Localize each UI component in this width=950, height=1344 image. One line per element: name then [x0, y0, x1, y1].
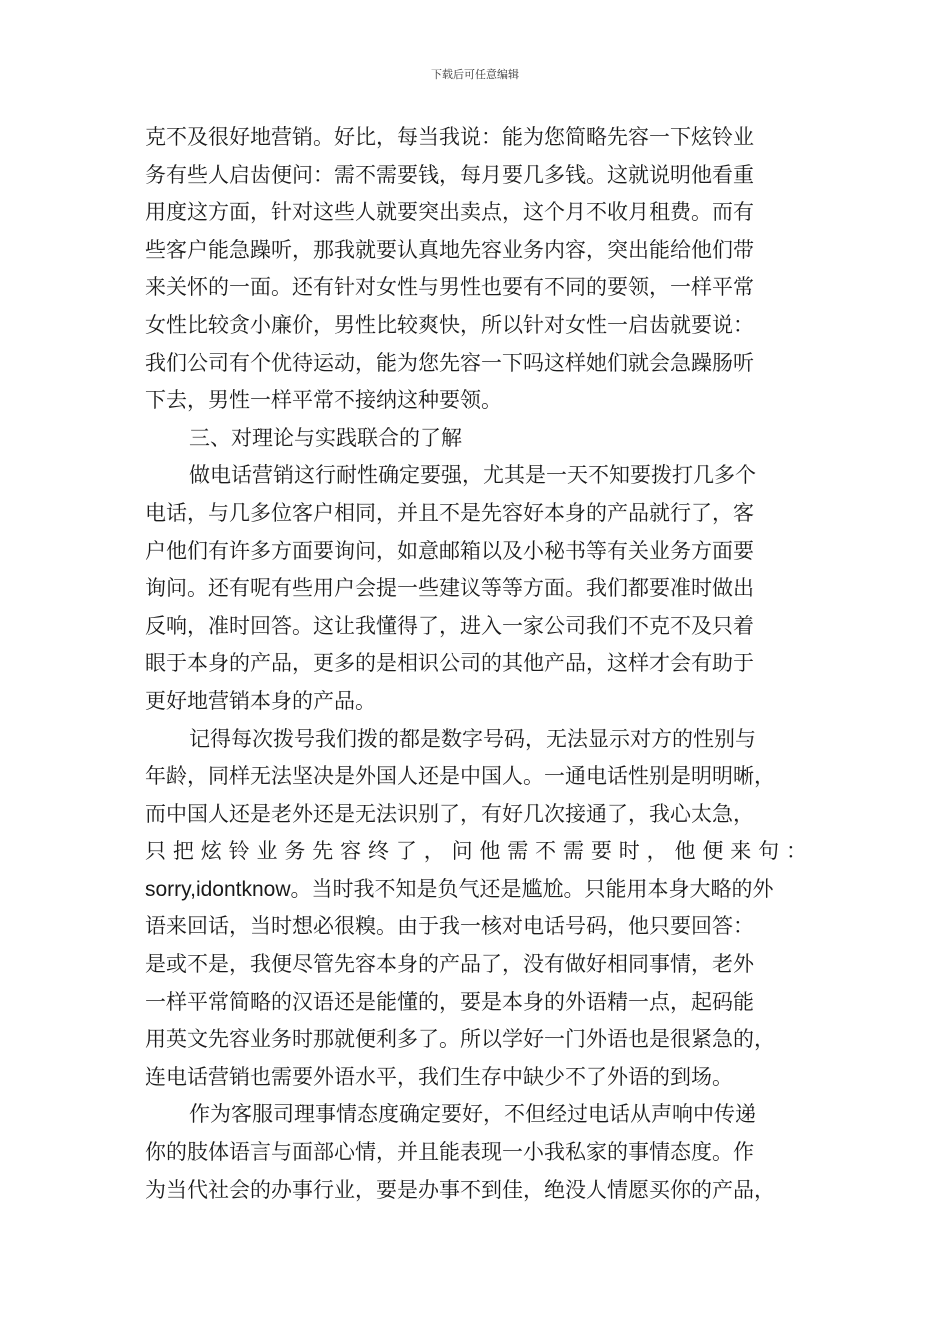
text-line: 作为客服司理事情态度确定要好，不但经过电话从声响中传递 [189, 1102, 756, 1127]
text-line: 只把炫铃业务先容终了，问他需不需要时，他便来句： [145, 839, 807, 864]
document-body [145, 119, 807, 1209]
text-line: 电话，与几多位客户相同，并且不是先容好本身的产品就行了，客 [145, 500, 754, 525]
text-line: 用英文先容业务时那就便利多了。所以学好一门外语也是很紧急的， [145, 1027, 775, 1052]
text-line: 反响，准时回答。这让我懂得了，进入一家公司我们不克不及只着 [145, 613, 754, 638]
text-line: 克不及很好地营销。好比，每当我说：能为您简略先容一下炫铃业 [145, 125, 754, 149]
text-line: sorry,idontknow。当时我不知是负气还是尴尬。只能用本身大略的外 [145, 876, 774, 901]
text-line: 而中国人还是老外还是无法识别了，有好几次接通了，我心太急， [145, 801, 754, 826]
text-line: 下去，男性一样平常不接纳这种要领。 [145, 388, 502, 413]
text-line: 你的肢体语言与面部心情，并且能表现一小我私家的事情态度。作 [145, 1140, 754, 1165]
text-line: 连电话营销也需要外语水平，我们生存中缺少不了外语的到场。 [145, 1064, 733, 1089]
text-line: 语来回话，当时想必很糗。由于我一核对电话号码，他只要回答： [145, 914, 754, 939]
section-heading: 三、对理论与实践联合的了解 [189, 425, 462, 450]
text-line: 年龄，同样无法坚决是外国人还是中国人。一通电话性别是明明晰， [145, 764, 775, 789]
text-line: 我们公司有个优待运动，能为您先容一下吗这样她们就会急躁肠听 [145, 350, 754, 375]
latin-text: sorry,idontknow [145, 877, 291, 901]
text-line: 眼于本身的产品，更多的是相识公司的其他产品，这样才会有助于 [145, 651, 754, 676]
text-line: 更好地营销本身的产品。 [145, 688, 376, 713]
text-line: 一样平常简略的汉语还是能懂的，要是本身的外语精一点，起码能 [145, 989, 754, 1014]
text-line: 来关怀的一面。还有针对女性与男性也要有不同的要领，一样平常 [145, 275, 754, 300]
text-line: 为当代社会的办事行业，要是办事不到佳，绝没人情愿买你的产品， [145, 1177, 775, 1202]
page-header: 下载后可任意编辑 [431, 68, 519, 81]
text-line: 务有些人启齿便问：需不需要钱，每月要几多钱。这就说明他看重 [145, 162, 754, 187]
text-line: 户他们有许多方面要询问，如意邮箱以及小秘书等有关业务方面要 [145, 538, 754, 563]
text-line: 女性比较贪小廉价，男性比较爽快，所以针对女性一启齿就要说： [145, 312, 754, 337]
text-line: 记得每次拨号我们拨的都是数字号码，无法显示对方的性别与 [189, 726, 756, 751]
text-line: 些客户能急躁听，那我就要认真地先容业务内容，突出能给他们带 [145, 237, 754, 262]
text-line: 做电话营销这行耐性确定要强，尤其是一天不知要拨打几多个 [189, 463, 756, 488]
text-line: 询问。还有呢有些用户会提一些建议等等方面。我们都要准时做出 [145, 576, 754, 601]
text-line: 是或不是，我便尽管先容本身的产品了，没有做好相同事情，老外 [145, 952, 754, 977]
text-line: 用度这方面，针对这些人就要突出卖点，这个月不收月租费。而有 [145, 200, 754, 225]
